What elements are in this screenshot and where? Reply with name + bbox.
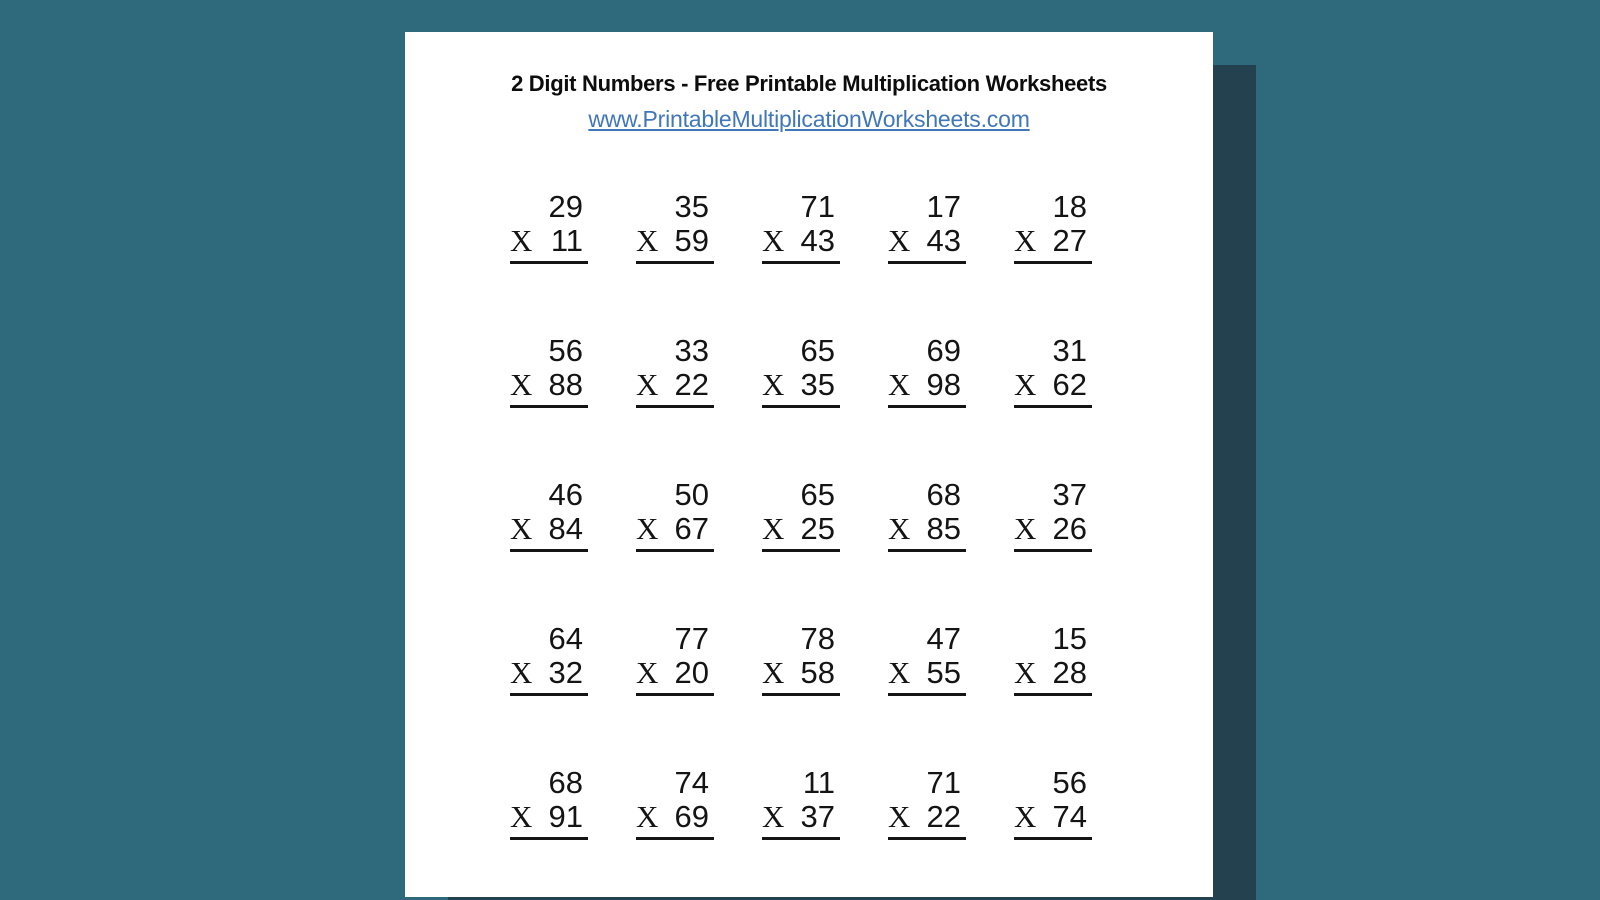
multiplicand: 35	[674, 189, 709, 224]
multiply-operator: X	[510, 223, 533, 258]
multiplication-problem	[888, 478, 966, 552]
multiplicand: 18	[1052, 189, 1087, 224]
multiplier: 58	[800, 655, 835, 690]
multiply-operator: X	[510, 511, 533, 546]
multiplier-row	[1014, 368, 1092, 402]
multiplicand: 17	[926, 189, 961, 224]
multiply-operator: X	[636, 223, 659, 258]
multiply-operator: X	[1014, 223, 1037, 258]
multiplier-row	[636, 512, 714, 546]
multiplier: 27	[1052, 223, 1087, 258]
problems-grid	[510, 190, 1092, 840]
multiply-operator: X	[1014, 511, 1037, 546]
multiplicand: 78	[800, 621, 835, 656]
multiplicand: 65	[800, 477, 835, 512]
multiplier-row	[888, 512, 966, 546]
multiplicand: 56	[548, 333, 583, 368]
multiplication-problem	[762, 190, 840, 264]
multiplier: 85	[926, 511, 961, 546]
multiplicand: 47	[926, 621, 961, 656]
multiplication-problem	[1014, 622, 1092, 696]
multiply-operator: X	[636, 511, 659, 546]
multiply-operator: X	[636, 655, 659, 690]
multiplier: 84	[548, 511, 583, 546]
multiply-operator: X	[888, 511, 911, 546]
multiplier: 22	[674, 367, 709, 402]
multiplication-problem	[510, 334, 588, 408]
multiplicand: 71	[800, 189, 835, 224]
multiplicand: 65	[800, 333, 835, 368]
multiplication-problem	[888, 334, 966, 408]
multiplicand: 68	[548, 765, 583, 800]
multiplier-row	[1014, 224, 1092, 258]
multiplication-problem	[888, 622, 966, 696]
multiplicand: 50	[674, 477, 709, 512]
multiplier-row	[1014, 512, 1092, 546]
multiplication-problem	[636, 622, 714, 696]
multiplier-row	[888, 368, 966, 402]
multiplicand: 46	[548, 477, 583, 512]
multiplication-problem	[510, 622, 588, 696]
multiplier: 37	[800, 799, 835, 834]
multiplier-row	[762, 224, 840, 258]
multiplication-problem	[888, 190, 966, 264]
multiplier: 69	[674, 799, 709, 834]
multiplication-problem	[1014, 478, 1092, 552]
multiply-operator: X	[636, 367, 659, 402]
multiplier: 67	[674, 511, 709, 546]
worksheet-title: 2 Digit Numbers - Free Printable Multiplication Worksheets	[511, 71, 1107, 96]
multiplier: 11	[550, 223, 583, 258]
multiply-operator: X	[888, 367, 911, 402]
multiplicand: 69	[926, 333, 961, 368]
multiplier: 59	[674, 223, 709, 258]
multiplier: 25	[800, 511, 835, 546]
multiply-operator: X	[510, 367, 533, 402]
multiplier: 55	[926, 655, 961, 690]
multiplier-row	[510, 800, 588, 834]
multiplicand: 68	[926, 477, 961, 512]
multiplicand: 74	[674, 765, 709, 800]
multiplier: 98	[926, 367, 961, 402]
multiplicand: 33	[674, 333, 709, 368]
multiplication-problem	[1014, 766, 1092, 840]
multiplier-row	[636, 656, 714, 690]
multiplicand: 15	[1052, 621, 1087, 656]
multiplier-row	[510, 224, 588, 258]
multiplier: 20	[674, 655, 709, 690]
multiplier: 43	[800, 223, 835, 258]
multiplier-row	[636, 800, 714, 834]
multiplier: 43	[926, 223, 961, 258]
multiplier-row	[762, 368, 840, 402]
multiplicand: 56	[1052, 765, 1087, 800]
multiplier-row	[636, 224, 714, 258]
multiply-operator: X	[762, 223, 785, 258]
multiplier-row	[510, 656, 588, 690]
multiplication-problem	[636, 334, 714, 408]
multiplier-row	[888, 656, 966, 690]
multiplicand: 64	[548, 621, 583, 656]
multiply-operator: X	[762, 655, 785, 690]
multiply-operator: X	[762, 799, 785, 834]
multiplication-problem	[510, 766, 588, 840]
multiplication-problem	[636, 190, 714, 264]
multiply-operator: X	[1014, 367, 1037, 402]
multiplier-row	[1014, 656, 1092, 690]
multiply-operator: X	[1014, 655, 1037, 690]
multiplier-row	[762, 512, 840, 546]
multiply-operator: X	[762, 511, 785, 546]
multiply-operator: X	[888, 223, 911, 258]
multiply-operator: X	[636, 799, 659, 834]
multiplier: 74	[1052, 799, 1087, 834]
multiplicand: 11	[802, 765, 835, 800]
multiplier-row	[888, 800, 966, 834]
multiplier: 28	[1052, 655, 1087, 690]
multiplier-row	[636, 368, 714, 402]
multiplication-problem	[762, 334, 840, 408]
multiplier: 26	[1052, 511, 1087, 546]
multiply-operator: X	[888, 799, 911, 834]
multiplicand: 29	[548, 189, 583, 224]
multiplication-problem	[636, 478, 714, 552]
multiplier-row	[762, 800, 840, 834]
multiplier: 35	[800, 367, 835, 402]
multiplier-row	[762, 656, 840, 690]
multiplicand: 31	[1052, 333, 1087, 368]
multiplication-problem	[510, 190, 588, 264]
multiplier-row	[888, 224, 966, 258]
multiply-operator: X	[1014, 799, 1037, 834]
multiplier: 91	[548, 799, 583, 834]
multiply-operator: X	[510, 655, 533, 690]
multiplication-problem	[510, 478, 588, 552]
multiplier-row	[510, 368, 588, 402]
multiplier-row	[510, 512, 588, 546]
multiplication-problem	[762, 478, 840, 552]
multiplier-row	[1014, 800, 1092, 834]
multiply-operator: X	[510, 799, 533, 834]
multiplier: 32	[548, 655, 583, 690]
multiplicand: 71	[926, 765, 961, 800]
website-link[interactable]: www.PrintableMultiplicationWorksheets.com	[588, 106, 1030, 132]
multiplier: 22	[926, 799, 961, 834]
multiplication-problem	[762, 622, 840, 696]
multiplication-problem	[1014, 190, 1092, 264]
multiplier: 88	[548, 367, 583, 402]
multiplicand: 37	[1052, 477, 1087, 512]
multiplication-problem	[636, 766, 714, 840]
multiplicand: 77	[674, 621, 709, 656]
multiplier: 62	[1052, 367, 1087, 402]
multiplication-problem	[888, 766, 966, 840]
multiply-operator: X	[762, 367, 785, 402]
multiplication-problem	[1014, 334, 1092, 408]
multiply-operator: X	[888, 655, 911, 690]
worksheet-page	[405, 32, 1213, 897]
multiplication-problem	[762, 766, 840, 840]
